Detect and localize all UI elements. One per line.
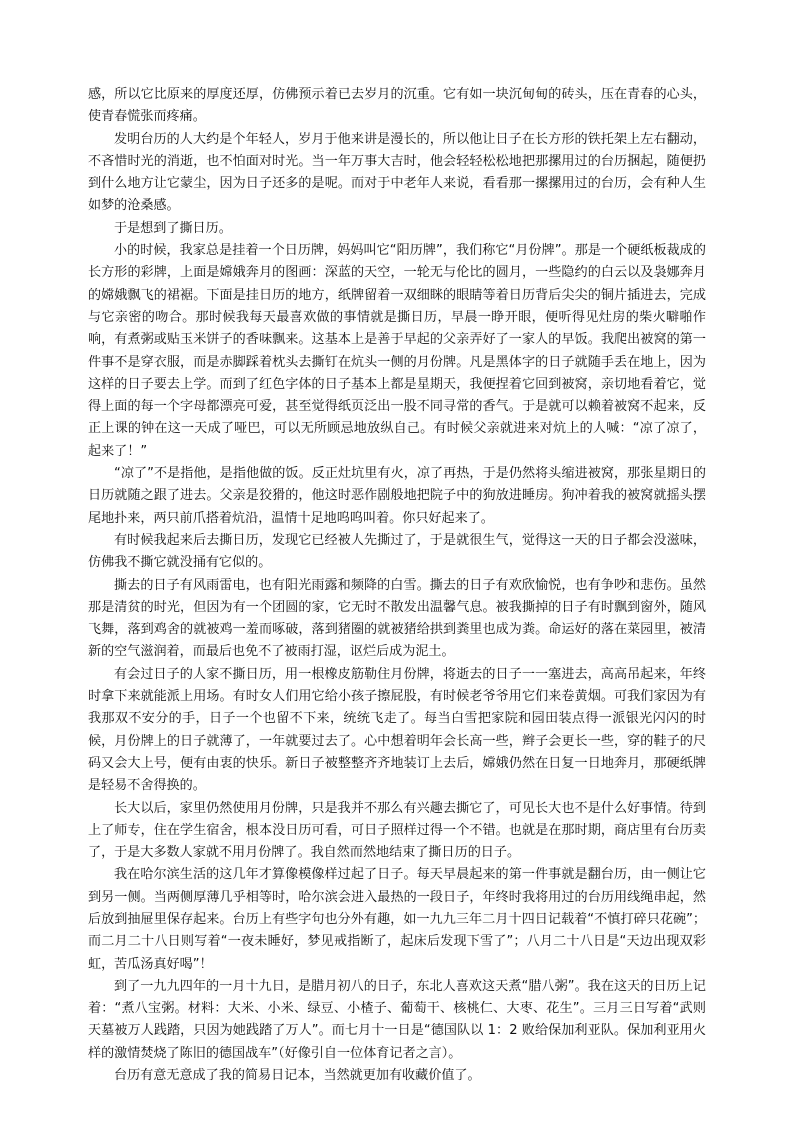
paragraph: 我在哈尔滨生活的这几年才算像模像样过起了日子。每天早晨起来的第一件事就是翻台历，由一侧让它到另一侧。当两侧厚薄几乎相等时，哈尔滨会进入最热的一段日子，年终时我将用过的台历用线绳串起，然后放到抽屉里保存起来。台历上有些字句也分外有趣，如一九九三年二月十四日记载着“不慎打碎只花碗”；而二月二十八日则写着“一夜未睡好，梦见戒指断了，起床后发现下雪了”；八月二十八日是“天边出现双彩虹，苦瓜汤真好喝”！ <box>88 867 706 972</box>
paragraph: “凉了”不是指他，是指他做的饭。反正灶坑里有火，凉了再热，于是仍然将头缩进被窝，那张星期日的日历就随之跟了进去。父亲是狡猾的，他这时恶作剧般地把院子中的狗放进睡房。狗冲着我的被窝就摇头摆尾地扑来，两只前爪搭着炕沿，温情十足地呜呜叫着。你只好起来了。 <box>88 466 706 526</box>
paragraph: 撕去的日子有风雨雷电，也有阳光雨露和频降的白雪。撕去的日子有欢欣愉悦，也有争吵和悲伤。虽然那是清贫的时光，但因为有一个团圆的家，它无时不散发出温馨气息。被我撕掉的日子有时飘到窗外，随风飞舞，落到鸡舍的就被鸡一羞而啄破，落到猪圈的就被猪给拱到粪里也成为粪。命运好的落在菜园里，被清新的空气滋润着，而最后也免不了被雨打湿，讴烂后成为泥土。 <box>88 577 706 660</box>
article-body <box>88 84 706 1087</box>
paragraph: 有时候我起来后去撕日历，发现它已经被人先撕过了，于是就很生气，觉得这一天的日子都会没滋味，仿佛我不撕它就没捅有它似的。 <box>88 532 706 571</box>
paragraph: 台历有意无意成了我的简易日记本，当然就更加有收藏价值了。 <box>114 1068 481 1084</box>
paragraph: 感，所以它比原来的厚度还厚，仿佛预示着已去岁月的沉重。它有如一块沉甸甸的砖头，压在青春的心头，使青春慌张而疼痛。 <box>88 87 706 125</box>
paragraph: 小的时候，我家总是挂着一个日历牌，妈妈叫它“阳历牌”，我们称它“月份牌”。那是一个硬纸板裁成的长方形的彩牌，上面是嫦娥奔月的图画：深蓝的天空，一轮无与伦比的圆月，一些隐约的白云以及袅娜奔月的嫦娥飘飞的裙裾。下面是挂日历的地方，纸牌留着一双细眯的眼睛等着日历背后尖尖的铜片插进去，完成与它亲密的吻合。那时候我每天最喜欢做的事情就是撕日历，早晨一睁开眼，便听得见灶房的柴火噼啪作响，有煮粥或贴玉米饼子的香味飘来。这基本上是善于早起的父亲弄好了一家人的早饭。我爬出被窝的第一件事不是穿衣服，而是赤脚踩着枕头去撕钉在炕头一侧的月份牌。凡是黑体字的日子就随手丢在地上，因为这样的日子要去上学。而到了红色字体的日子基本上都是星期天，我便捏着它回到被窝，亲切地看着它，觉得上面的每一个字母都漂亮可爱，甚至觉得纸页泛出一股不同寻常的香气。于是就可以赖着被窝不起来，反正上课的钟在这一天成了哑巴，可以无所顾忌地放纵自己。有时候父亲就进来对炕上的人喊：“凉了凉了，起来了！” <box>88 243 706 459</box>
paragraph: 有会过日子的人家不撕日历，用一根橡皮筋勒住月份牌，将逝去的日子一一塞进去，高高吊起来，年终时拿下来就能派上用场。有时女人们用它给小孩子擦屁股，有时候老爷爷用它们来卷黄烟。可我们家因为有我那双不安分的手，日子一个也留不下来，统统飞走了。每当白雪把家院和园田装点得一派银光闪闪的时候，月份牌上的日子就薄了，一年就要过去了。心中想着明年会长高一些，辫子会更长一些，穿的鞋子的尺码又会大上号，便有由衷的快乐。新日子被整整齐齐地装订上去后，嫦娥仍然在日复一日地奔月，那硬纸牌是轻易不舍得换的。 <box>88 666 706 794</box>
paragraph: 长大以后，家里仍然使用月份牌，只是我并不那么有兴趣去撕它了，可见长大也不是什么好事情。待到上了师专，住在学生宿舍，根本没日历可看，可日子照样过得一个不错。也就是在那时期，商店里有台历卖了，于是大多数人家就不用月份牌了。我自然而然地结束了撕日历的日子。 <box>88 800 706 861</box>
paragraph: 到了一九九四年的一月十九日，是腊月初八的日子，东北人喜欢这天煮“腊八粥”。我在这天的日历上记着：“煮八宝粥。材料：大米、小米、绿豆、小楂子、葡萄干、核桃仁、大枣、花生”。三月三日写着“武则天墓被万人践踏，只因为她践踏了万人”。而七月十一日是“德国队以 1：2 败给保加利亚队。保加利亚用火样的激情焚烧了陈旧的德国战车”（好像引自一位体育记者之言）。 <box>88 978 706 1061</box>
paragraph: 发明台历的人大约是个年轻人，岁月于他来讲是漫长的，所以他让日子在长方形的铁托架上左右翻动，不吝惜时光的消逝，也不怕面对时光。当一年万事大吉时，他会轻轻松松地把那摞用过的台历捆起，随便扔到什么地方让它蒙尘，因为日子还多的是呢。而对于中老年人来说，看看那一摞摞用过的台历，会有种人生如梦的沧桑感。 <box>88 131 706 214</box>
paragraph: 于是想到了撕日历。 <box>114 220 232 236</box>
